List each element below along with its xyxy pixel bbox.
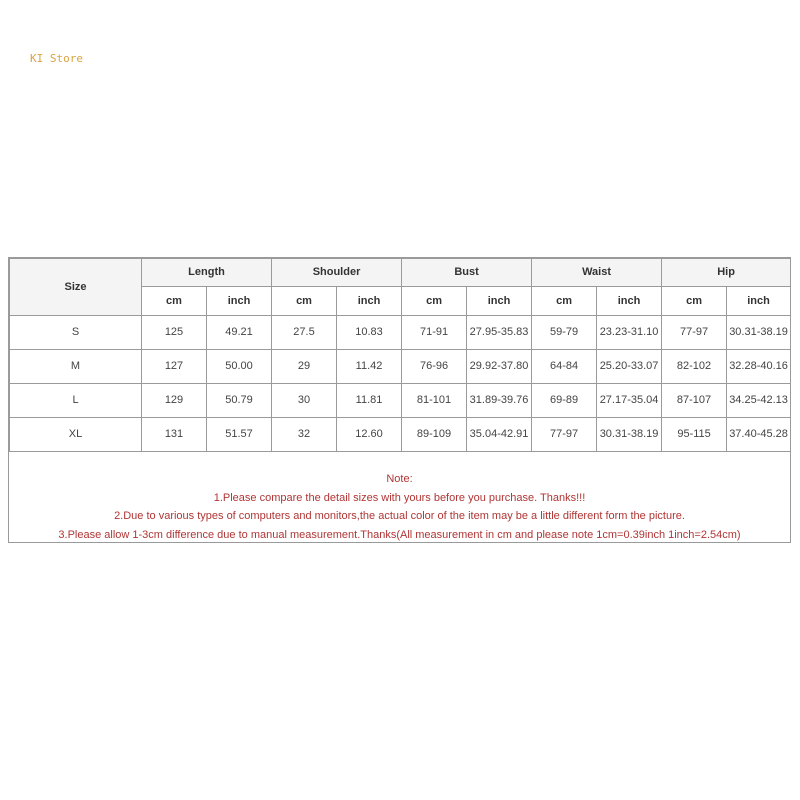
size-chart [8, 257, 791, 543]
value-cell: 29.92-37.80 [467, 350, 532, 384]
size-cell: M [10, 350, 142, 384]
value-cell: 77-97 [662, 316, 727, 350]
value-cell: 127 [142, 350, 207, 384]
table-row [10, 316, 791, 350]
value-cell: 87-107 [662, 384, 727, 418]
size-cell: L [10, 384, 142, 418]
group-header-shoulder: Shoulder [272, 259, 402, 287]
value-cell: 34.25-42.13 [727, 384, 791, 418]
value-cell: 27.17-35.04 [597, 384, 662, 418]
value-cell: 82-102 [662, 350, 727, 384]
value-cell: 32.28-40.16 [727, 350, 791, 384]
size-cell: XL [10, 418, 142, 452]
unit-header: inch [337, 287, 402, 316]
value-cell: 64-84 [532, 350, 597, 384]
value-cell: 89-109 [402, 418, 467, 452]
unit-header: inch [597, 287, 662, 316]
value-cell: 125 [142, 316, 207, 350]
value-cell: 69-89 [532, 384, 597, 418]
table-row [10, 350, 791, 384]
value-cell: 25.20-33.07 [597, 350, 662, 384]
value-cell: 50.00 [207, 350, 272, 384]
group-header-waist: Waist [532, 259, 662, 287]
value-cell: 49.21 [207, 316, 272, 350]
unit-header: cm [532, 287, 597, 316]
value-cell: 81-101 [402, 384, 467, 418]
value-cell: 27.95-35.83 [467, 316, 532, 350]
value-cell: 35.04-42.91 [467, 418, 532, 452]
value-cell: 23.23-31.10 [597, 316, 662, 350]
group-header-hip: Hip [662, 259, 791, 287]
value-cell: 50.79 [207, 384, 272, 418]
value-cell: 51.57 [207, 418, 272, 452]
group-header-length: Length [142, 259, 272, 287]
size-rows [10, 316, 791, 452]
value-cell: 71-91 [402, 316, 467, 350]
note-line: 3.Please allow 1-3cm difference due to manual measurement.Thanks(All measurement in cm and please note 1cm=0.39inch 1inch=2.54cm) [58, 528, 741, 541]
value-cell: 32 [272, 418, 337, 452]
value-cell: 30.31-38.19 [727, 316, 791, 350]
unit-header: cm [662, 287, 727, 316]
value-cell: 31.89-39.76 [467, 384, 532, 418]
value-cell: 76-96 [402, 350, 467, 384]
value-cell: 11.81 [337, 384, 402, 418]
unit-header: inch [207, 287, 272, 316]
unit-header: inch [467, 287, 532, 316]
size-table [9, 258, 791, 452]
unit-header: cm [272, 287, 337, 316]
value-cell: 29 [272, 350, 337, 384]
group-header-bust: Bust [402, 259, 532, 287]
table-row [10, 384, 791, 418]
value-cell: 27.5 [272, 316, 337, 350]
unit-header: inch [727, 287, 791, 316]
size-cell: S [10, 316, 142, 350]
unit-header: cm [142, 287, 207, 316]
size-header: Size [10, 259, 142, 316]
value-cell: 77-97 [532, 418, 597, 452]
notes-section [9, 470, 790, 544]
unit-header: cm [402, 287, 467, 316]
notes-title: Note: [386, 473, 413, 485]
value-cell: 30 [272, 384, 337, 418]
value-cell: 30.31-38.19 [597, 418, 662, 452]
value-cell: 37.40-45.28 [727, 418, 791, 452]
value-cell: 12.60 [337, 418, 402, 452]
note-line: 1.Please compare the detail sizes with yours before you purchase. Thanks!!! [213, 491, 586, 504]
value-cell: 10.83 [337, 316, 402, 350]
table-row [10, 418, 791, 452]
value-cell: 95-115 [662, 418, 727, 452]
value-cell: 131 [142, 418, 207, 452]
note-line: 2.Due to various types of computers and monitors,the actual color of the item may be a little different form the picture. [114, 510, 685, 522]
value-cell: 59-79 [532, 316, 597, 350]
value-cell: 129 [142, 384, 207, 418]
value-cell: 11.42 [337, 350, 402, 384]
store-name: KI Store [30, 52, 83, 65]
